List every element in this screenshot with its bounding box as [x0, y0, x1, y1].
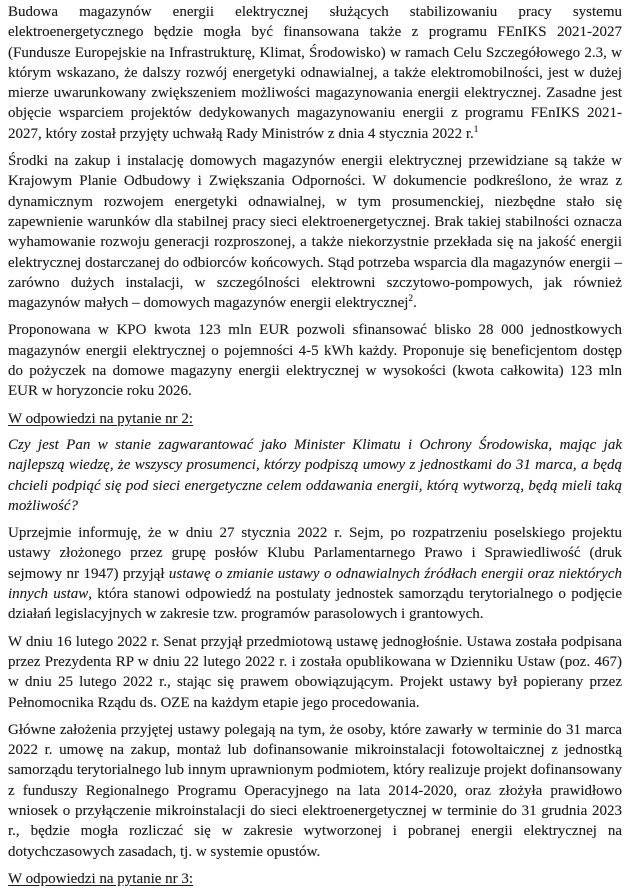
paragraph-text: Uprzejmie informuję, że w dniu 27 stycznia 2022 r. Sejm, po rozpatrzeniu poselskiego projektu ustawy złożonego przez grupę posłów Klubu Parlamentarnego Prawo i Sprawiedliwość (druk sejmowy nr 1947) przyjął	[8, 525, 622, 582]
paragraph-text: Proponowana w KPO kwota 123 mln EUR pozwoli sfinansować blisko 28 000 jednostkowych magazynów energii elektrycznej o pojemności 4-5 kWh każdy. Proponuje się beneficjentom dostęp do pożyczek na domowe magazyny energii elektrycznej w wysokości (kwota całkowita) 123 mln EUR w horyzoncie roku 2026.	[8, 322, 622, 400]
paragraph-funding-feniks	[8, 2, 622, 144]
paragraph-kpo-home-storage	[8, 151, 622, 313]
paragraph-senat-president	[8, 632, 622, 713]
footnote-ref-2: 2	[408, 294, 414, 305]
heading-answer-question-3: W odpowiedzi na pytanie nr 3:	[8, 870, 194, 887]
paragraph-kpo-amount	[8, 320, 622, 401]
paragraph-act-main-provisions	[8, 720, 622, 862]
question-text: Czy jest Pan w stanie zagwarantować jako Minister Klimatu i Ochrony Środowiska, mając jak najlepszą wiedzę, że wszyscy prosumenci, którzy podpiszą umowy z jednostkami do 31 marca, a będą chcieli podpiąć się pod sieci energetyczne celem oddawania energii, którą wytworzą, będą mieli taką możliwość?	[8, 436, 622, 514]
paragraph-text: W dniu 16 lutego 2022 r. Senat przyjął przedmiotową ustawę jednogłośnie. Ustawa została podpisana przez Prezydenta RP w dniu 22 lutego 2022 r. i została opublikowana w Dzienniku Ustaw (poz. 467) w dniu 25 lutego 2022 r., stając się prawem obowiązującym. Projekt ustawy był popierany przez Pełnomocnika Rządu ds. OZE na każdym etapie jego procedowania.	[8, 633, 622, 711]
heading-answer-question-2: W odpowiedzi na pytanie nr 2:	[8, 410, 194, 427]
paragraph-text: Środki na zakup i instalację domowych magazynów energii elektrycznej przewidziane są także w Krajowym Planie Odbudowy i Zwiększania Odporności. W dokumencie podkreślono, że wraz z dynamicznym rozwojem energetyki odnawialnej, w tym prosumenckiej, niezbędne stało się zapewnienie warunków dla stabilnej pracy sieci elektroenergetycznej. Brak takiej stabilności oznacza wyhamowanie rozwoju generacji rozproszonej, a także niekorzystnie przekłada się na jakość energii elektrycznej dostarczanej do odbiorców końcowych. Stąd potrzeba wsparcia dla magazynów energii – zarówno dużych instalacji, w szczególności elektrowni szczytowo-pompowych, jak również magazynów małych – domowych magazynów energii elektrycznej	[8, 153, 622, 312]
paragraph-text: Główne założenia przyjętej ustawy polegają na tym, że osoby, które zawarły w terminie do 31 marca 2022 r. umowę na zakup, montaż lub dofinansowanie mikroinstalacji fotowoltaicznej z jednostką samorządu terytorialnego lub innym uprawnionym podmiotem, który realizuje projekt dofinansowany z funduszy Regionalnego Programu Operacyjnego na lata 2014-2020, oraz złożyła prawidłowo wniosek o przyłączenie mikroinstalacji do sieci elektroenergetycznej w terminie do 31 grudnia 2023 r., będzie mogła rozliczać się w zakresie wytworzonej i pobranej energii elektrycznej na dotychczasowych zasadach, tj. w systemie opustów.	[8, 721, 622, 860]
paragraph-text: Budowa magazynów energii elektrycznej służących stabilizowaniu pracy systemu elektroenergetycznego będzie mogła być finansowana także z programu FEnIKS 2021-2027 (Fundusze Europejskie na Infrastrukturę, Klimat, Środowisko) w ramach Celu Szczegółowego 2.3, w którym wskazano, że dalszy rozwój energetyki odnawialnej, a także elektromobilności, jest w dużej mierze uwarunkowany zwiększeniem możliwości magazynowania energii elektrycznej. Zasadne jest objęcie wsparciem projektów dedykowanych magazynowaniu energii z programu FEnIKS 2021-2027, który został przyjęty uchwałą Rady Ministrów z dnia 4 stycznia 2022 r.	[8, 4, 622, 142]
paragraph-sejm-act	[8, 523, 622, 624]
paragraph-text: , która stanowi odpowiedź na postulaty jednostek samorządu terytorialnego o podjęcie działań legislacyjnych w zakresie tzw. programów parasolowych i grantowych.	[8, 586, 622, 623]
footnote-ref-1: 1	[473, 124, 479, 135]
act-title-italic: ustawę o zmianie ustawy o odnawialnych źródłach energii oraz niektórych innych ustaw	[8, 565, 623, 603]
paragraph-text-tail: .	[413, 295, 417, 312]
paragraph-question-2	[8, 435, 622, 516]
